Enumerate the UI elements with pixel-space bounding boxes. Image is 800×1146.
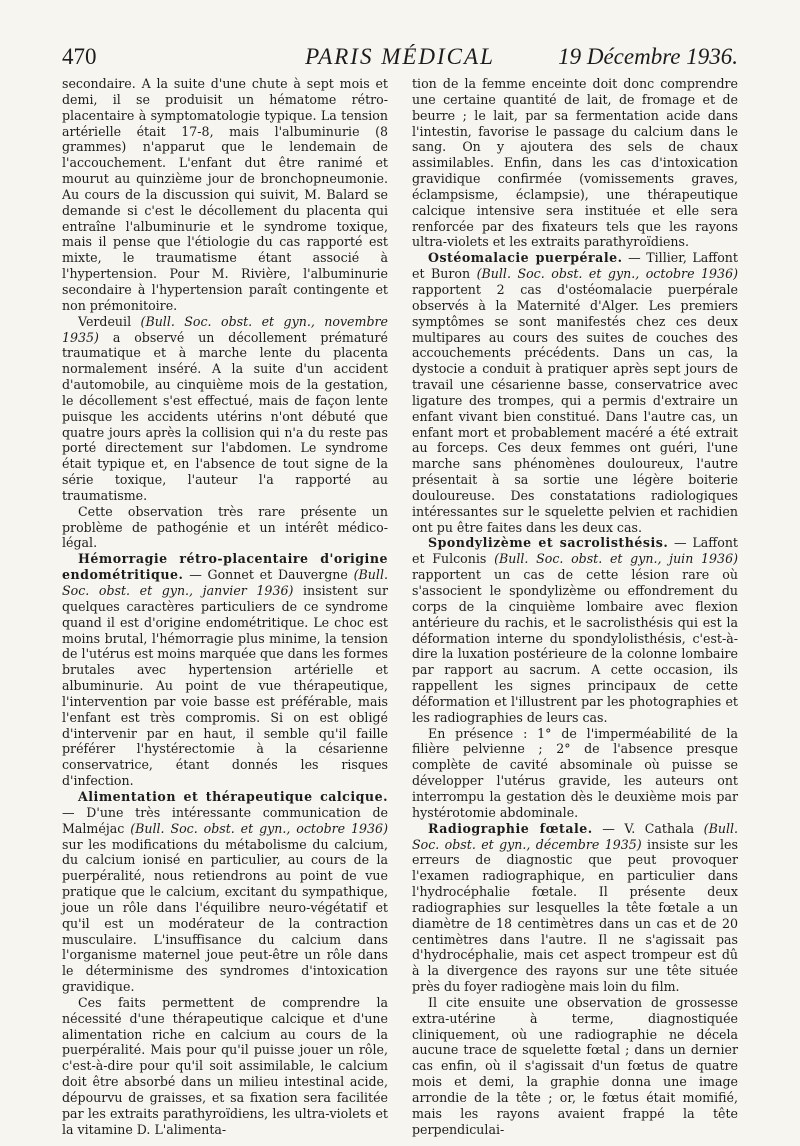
- author-name: — Gonnet et Dauvergne: [189, 567, 348, 583]
- paragraph-text: insiste sur les erreurs de diagnostic que peut provoquer l'examen radiographique, en particulier dans l'hydrocéphalie fœtale. Il présente deux radiographies sur lesquelles la tête fœtale a un diamètre de 18 centimètres dans un cas et de 20 centimètres dans l'autre. Il ne s'agissait pas d'hydrocéphalie, mais cet aspect trompeur est dû à la divergence des rayons sur une tête située près du foyer radiogène mais loin du film.: [412, 836, 738, 995]
- paragraph-text: rapportent un cas de cette lésion rare où s'associent le spondylizème ou effondrement du corps de la cinquième lombaire avec flexion antérieure du rachis, et le sacrolisthésis qui est la déformation interne du spondylolisthésis, c'est-à-dire la luxation postérieure de la colonne lombaire par rapport au sacrum. A cette occasion, ils rappellent les signes principaux de cette déformation et l'illustrent par les photographies et les radiographies de leurs cas.: [412, 567, 738, 725]
- author-name: — Tillier, Laffont et Buron: [412, 250, 738, 282]
- paragraph: [62, 789, 388, 995]
- section-title: Radiographie fœtale.: [428, 820, 593, 836]
- page-number: 470: [62, 44, 97, 69]
- paragraph-text: rapportent 2 cas d'ostéomalacie puerpérale observés à la Maternité d'Alger. Les premiers symptômes se sont manifestés chez ces deux multipares au cours des suites de couches des accouchements précédents. Dans un cas, la dystocie a conduit à pratiquer après sept jours de travail une césarienne basse, conservatrice avec ligature des trompes, qui a permis d'extraire un enfant vivant bien constitué. Dans l'autre cas, un enfant mort et probablement macéré a été extrait au forceps. Ces deux femmes ont guéri, l'une marche sans phénomènes douloureux, l'autre présentait à sa sortie une légère boiterie douloureuse. Des constatations radiologiques intéressantes sur le squelette pelvien et rachidien ont pu être faites dans les deux cas.: [412, 281, 738, 535]
- paragraph: En présence : 1° de l'imperméabilité de la filière pelvienne ; 2° de l'absence presque complète de cavité absominale où puisse se développer l'utérus gravide, les auteurs ont interrompu la gestation dès le deuxième mois par hystérotomie abdominale.: [412, 725, 738, 820]
- paragraph-text: sur les modifications du métabolisme du calcium, du calcium ionisé en particulier, au cours de la puerpéralité, nous retiendrons au point de vue pratique que le calcium, excitant du sympathique, joue un rôle dans l'équilibre neuro-végétatif et qu'il est un modérateur de la contraction musculaire. L'insuffisance du calcium dans l'organisme maternel joue peut-être un rôle dans le déterminisme des syndromes d'intoxication gravidique.: [62, 836, 388, 995]
- citation: (Bull. Soc. obst. et gyn., décembre 1935): [412, 820, 739, 852]
- paragraph-text: — D'une très intéressante communication de Malméjac: [62, 804, 388, 836]
- citation: (Bull. Soc. obst. et gyn., juin 1936): [494, 551, 738, 567]
- citation: (Bull. Soc. obst. et gyn., octobre 1936): [476, 266, 738, 282]
- journal-title: PARIS MÉDICAL: [305, 44, 495, 69]
- paragraph: [412, 535, 738, 725]
- paragraph: secondaire. A la suite d'une chute à sept mois et demi, il se produisit un hématome rétro-placentaire à symptomatologie typique. La tension artérielle était 17-8, mais l'albuminurie (8 grammes) n'apparut que le lendemain de l'accouchement. L'enfant dut être ranimé et mourut au quinzième jour de bronchopneumonie. Au cours de la discussion qui suivit, M. Balard se demande si c'est le décollement du placenta qui entraîne l'albuminurie et le syndrome toxique, mais il pense que l'étiologie du cas rapporté est mixte, le traumatisme étant associé à l'hypertension. Pour M. Rivière, l'albuminurie secondaire à l'hypertension paraît contingente et non prémonitoire.: [62, 76, 388, 313]
- paragraph-text: a observé un décollement prématuré traumatique et à marche lente du placenta normalement inséré. A la suite d'un accident d'automobile, au cinquième mois de la gestation, le décollement s'est effectué, mais de façon lente puisque les accidents utérins n'ont débuté que quatre jours après la collision qui n'a du reste pas porté directement sur l'abdomen. Le syndrome était typique et, en l'absence de tout signe de la série toxique, l'auteur l'a rapporté au traumatisme.: [62, 329, 388, 503]
- paragraph: [412, 821, 738, 995]
- section-title: Hémorragie rétro-placentaire d'origine endométritique.: [62, 551, 388, 583]
- author-name: — V. Cathala: [602, 820, 695, 836]
- paragraph: Cette observation très rare présente un problème de pathogénie et un intérêt médico-légal.: [62, 503, 388, 551]
- author-name: — Laffont et Fulconis: [412, 535, 738, 567]
- section-title: Alimentation et thérapeutique calcique.: [78, 788, 388, 804]
- citation: (Bull. Soc. obst. et gyn., octobre 1936): [130, 820, 388, 836]
- paragraph: tion de la femme enceinte doit donc comprendre une certaine quantité de lait, de fromage et de beurre ; le lait, par sa fermentation acide dans l'intestin, favorise le passage du calcium dans le sang. On y ajoutera des sels de chaux assimilables. Enfin, dans les cas d'intoxication gravidique confirmée (vomissements graves, éclampsisme, éclampsie), une thérapeutique calcique intensive sera instituée et elle sera renforcée par des fixateurs tels que les rayons ultra-violets et les extraits parathyroïdiens.: [412, 76, 738, 250]
- paragraph: [62, 314, 388, 504]
- author-name: Verdeuil: [78, 313, 132, 329]
- citation: (Bull. Soc. obst. et gyn., janvier 1936): [62, 567, 388, 598]
- section-title: Spondylizème et sacrolisthésis.: [428, 535, 669, 551]
- paragraph: [412, 250, 738, 535]
- citation: (Bull. Soc. obst. et gyn., novembre 1935): [62, 313, 388, 345]
- paragraph: Ces faits permettent de comprendre la nécessité d'une thérapeutique calcique et d'une alimentation riche en calcium au cours de la puerpéralité. Mais pour qu'il puisse jouer un rôle, c'est-à-dire pour qu'il soit assimilable, le calcium doit être absorbé dans un milieu intestinal acide, dépourvu de graisses, et sa fixation sera facilitée par les extraits parathyroïdiens, les ultra-violets et la vitamine D. L'alimenta-: [62, 994, 388, 1137]
- section-title: Ostéomalacie puerpérale.: [428, 250, 623, 266]
- paragraph: Il cite ensuite une observation de grossesse extra-utérine à terme, diagnostiquée cliniquement, où une radiographie ne décela aucune trace de squelette fœtal ; dans un dernier cas enfin, où il s'agissait d'un fœtus de quatre mois et demi, la graphie donna une image arrondie de la tête ; or, le fœtus était momifié, mais les rayons avaient frappé la tête perpendiculai-: [412, 994, 738, 1137]
- left-column: [62, 76, 388, 1138]
- right-column: [412, 76, 738, 1138]
- issue-date: 19 Décembre 1936.: [558, 44, 738, 69]
- paragraph-text: insistent sur quelques caractères particuliers de ce syndrome quand il est d'origine endométritique. Le choc est moins brutal, l'hémorragie plus minime, la tension de l'utérus est moins marquée que dans les formes brutales avec hypertension artérielle et albuminurie. Au point de vue thérapeutique, l'intervention par voie basse est préférable, mais l'enfant est très compromis. Si on est obligé d'intervenir par en haut, il semble qu'il faille préférer l'hystérectomie à la césarienne conservatrice, étant donnés les risques d'infection.: [62, 583, 388, 789]
- paragraph: [62, 551, 388, 789]
- page-header: [62, 44, 738, 74]
